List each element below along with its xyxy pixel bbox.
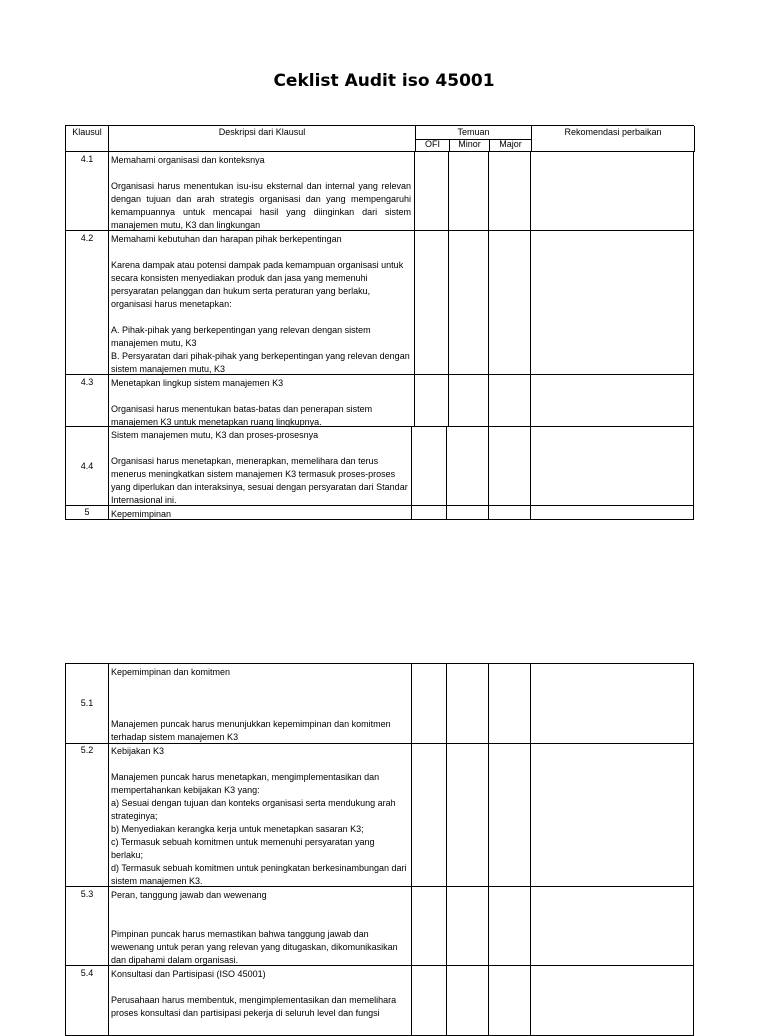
rekomendasi-cell[interactable] (531, 375, 694, 426)
table-row (65, 663, 694, 744)
deskripsi-text: Kepemimpinan dan komitmen (111, 667, 231, 677)
deskripsi-cell (108, 152, 415, 230)
klausul-cell (65, 375, 109, 426)
deskripsi-text: Manajemen puncak harus menetapkan, mengimplementasikan dan mempertahankan kebijakan K3 yang: (111, 772, 380, 795)
deskripsi-cell (108, 427, 412, 505)
header-ofi: OFI (416, 139, 450, 151)
deskripsi-cell (108, 887, 412, 965)
deskripsi-text: Karena dampak atau potensi dampak pada kemampuan organisasi untuk secara konsisten menyediakan produk dan jasa yang memenuhi persyaratan pelanggan dan hukum serta peraturan yang berlaku, organisasi harus menetapkan: (111, 260, 404, 309)
major-cell[interactable] (489, 664, 531, 743)
major-cell[interactable] (489, 375, 531, 426)
rekomendasi-cell[interactable] (531, 506, 694, 519)
deskripsi-text: Menetapkan lingkup sistem manajemen K3 (111, 378, 284, 388)
major-cell[interactable] (489, 427, 531, 505)
klausul-number: 5.3 (80, 889, 94, 899)
spacer (111, 311, 411, 324)
deskripsi-text: Kepemimpinan (111, 509, 172, 519)
spacer (111, 167, 411, 180)
table-row (65, 427, 694, 506)
deskripsi-text: b) Menyediakan kerangka kerja untuk menetapkan sasaran K3; (111, 824, 364, 834)
minor-cell[interactable] (447, 506, 489, 519)
header-temuan: Temuan (416, 126, 532, 140)
ofi-cell[interactable] (415, 152, 449, 230)
table-row (65, 152, 694, 231)
ofi-cell[interactable] (412, 743, 447, 886)
deskripsi-cell (108, 664, 412, 743)
deskripsi-text: c) Termasuk sebuah komitmen untuk memenuhi persyaratan yang berlaku; (111, 837, 375, 860)
minor-cell[interactable] (449, 231, 489, 374)
rekomendasi-cell[interactable] (531, 966, 694, 1035)
klausul-cell (65, 506, 109, 519)
spacer (111, 679, 408, 692)
spacer (111, 915, 408, 928)
klausul-number: 5.1 (80, 698, 94, 708)
table-row (65, 743, 694, 887)
deskripsi-text: Organisasi harus menentukan batas-batas dan penerapan sistem manajemen K3 untuk menetapkan ruang lingkupnya. (111, 404, 373, 427)
table-row (65, 887, 694, 966)
minor-cell[interactable] (449, 152, 489, 230)
rekomendasi-cell[interactable] (531, 743, 694, 886)
spacer (111, 981, 408, 994)
deskripsi-text: a) Sesuai dengan tujuan dan konteks organisasi serta mendukung arah strateginya; (111, 798, 396, 821)
deskripsi-text: Pimpinan puncak harus memastikan bahwa tanggung jawab dan wewenang untuk peran yang relevan yang ditugaskan, dikomunikasikan dan dipahami dalam organisasi. (111, 929, 398, 965)
spacer (111, 246, 411, 259)
deskripsi-cell (108, 966, 412, 1035)
spacer (111, 390, 411, 403)
table-row (65, 966, 694, 1036)
header-klausul: Klausul (66, 126, 109, 152)
ofi-cell[interactable] (412, 427, 447, 505)
header-deskripsi: Deskripsi dari Klausul (109, 126, 416, 152)
rekomendasi-cell[interactable] (531, 664, 694, 743)
deskripsi-text: Kebijakan K3 (111, 746, 165, 756)
klausul-cell (65, 966, 109, 1035)
spacer (111, 902, 408, 915)
klausul-number: 5.2 (80, 745, 94, 755)
rekomendasi-cell[interactable] (531, 152, 694, 230)
rekomendasi-cell[interactable] (531, 887, 694, 965)
deskripsi-text: Manajemen puncak harus menunjukkan kepemimpinan dan komitmen terhadap sistem manajemen K3 (111, 719, 391, 742)
deskripsi-cell (108, 506, 412, 519)
klausul-cell (65, 743, 109, 886)
klausul-cell (65, 152, 109, 230)
klausul-cell (65, 664, 109, 743)
klausul-number: 4.1 (80, 154, 94, 164)
deskripsi-cell (108, 231, 415, 374)
table-header (65, 125, 694, 152)
deskripsi-text: Peran, tanggung jawab dan wewenang (111, 890, 267, 900)
ofi-cell[interactable] (412, 664, 447, 743)
deskripsi-text: Sistem manajemen mutu, K3 dan proses-prosesnya (111, 430, 319, 440)
deskripsi-text: Perusahaan harus membentuk, mengimplementasikan dan memelihara proses konsultasi dan partisipasi pekerja di seluruh level dan fungsi (111, 995, 397, 1018)
ofi-cell[interactable] (415, 231, 449, 374)
ofi-cell[interactable] (412, 887, 447, 965)
klausul-number: 5 (84, 507, 90, 517)
table-row (65, 375, 694, 427)
rekomendasi-cell[interactable] (531, 231, 694, 374)
deskripsi-text: Organisasi harus menetapkan, menerapkan, memelihara dan terus menerus meningkatkan sistem manajemen K3 termasuk proses-proses yang diperlukan dan interaksinya, sesuai dengan persyaratan dari Standar Internasional ini. (111, 456, 408, 505)
klausul-cell (65, 427, 109, 505)
deskripsi-text: Memahami kebutuhan dan harapan pihak berkepentingan (111, 234, 342, 244)
minor-cell[interactable] (449, 375, 489, 426)
klausul-number: 5.4 (80, 968, 94, 978)
minor-cell[interactable] (447, 966, 489, 1035)
rekomendasi-cell[interactable] (531, 427, 694, 505)
header-minor: Minor (450, 139, 490, 151)
minor-cell[interactable] (447, 664, 489, 743)
minor-cell[interactable] (447, 427, 489, 505)
deskripsi-text: Konsultasi dan Partisipasi (ISO 45001) (111, 969, 266, 979)
deskripsi-text: B. Persyaratan dari pihak-pihak yang berkepentingan yang relevan dengan sistem manajemen mutu, K3 (111, 351, 410, 374)
spacer (111, 442, 408, 455)
klausul-number: 4.4 (80, 461, 94, 471)
ofi-cell[interactable] (412, 506, 447, 519)
deskripsi-cell (108, 743, 412, 886)
deskripsi-text: d) Termasuk sebuah komitmen untuk peningkatan berkesinambungan dari sistem manajemen K3. (111, 863, 407, 886)
spacer (111, 692, 408, 705)
major-cell[interactable] (489, 966, 531, 1035)
spacer (111, 705, 408, 718)
major-cell[interactable] (489, 152, 531, 230)
ofi-cell[interactable] (412, 966, 447, 1035)
minor-cell[interactable] (447, 887, 489, 965)
deskripsi-cell (108, 375, 415, 426)
table-row (65, 506, 694, 520)
deskripsi-text: A. Pihak-pihak yang berkepentingan yang relevan dengan sistem manajemen mutu, K3 (111, 325, 371, 348)
ofi-cell[interactable] (415, 375, 449, 426)
major-cell[interactable] (489, 506, 531, 519)
header-rekomendasi: Rekomendasi perbaikan (532, 126, 695, 152)
klausul-number: 4.2 (80, 233, 94, 243)
page-title: Ceklist Audit iso 45001 (273, 71, 495, 91)
deskripsi-text: Memahami organisasi dan konteksnya (111, 155, 265, 165)
major-cell[interactable] (489, 887, 531, 965)
table-row (65, 231, 694, 375)
header-major: Major (490, 139, 532, 151)
klausul-number: 4.3 (80, 377, 94, 387)
major-cell[interactable] (489, 743, 531, 886)
klausul-cell (65, 231, 109, 374)
spacer (111, 758, 408, 771)
klausul-cell (65, 887, 109, 965)
deskripsi-text: Organisasi harus menentukan isu-isu eksternal dan internal yang relevan dengan tujuan dan arah strategis organisasi dan yang mempengaruhi kemampuannya untuk mencapai hasil yang diinginkan dari sistem manajemen mutu, K3 dan lingkungan (111, 181, 411, 230)
minor-cell[interactable] (447, 743, 489, 886)
major-cell[interactable] (489, 231, 531, 374)
